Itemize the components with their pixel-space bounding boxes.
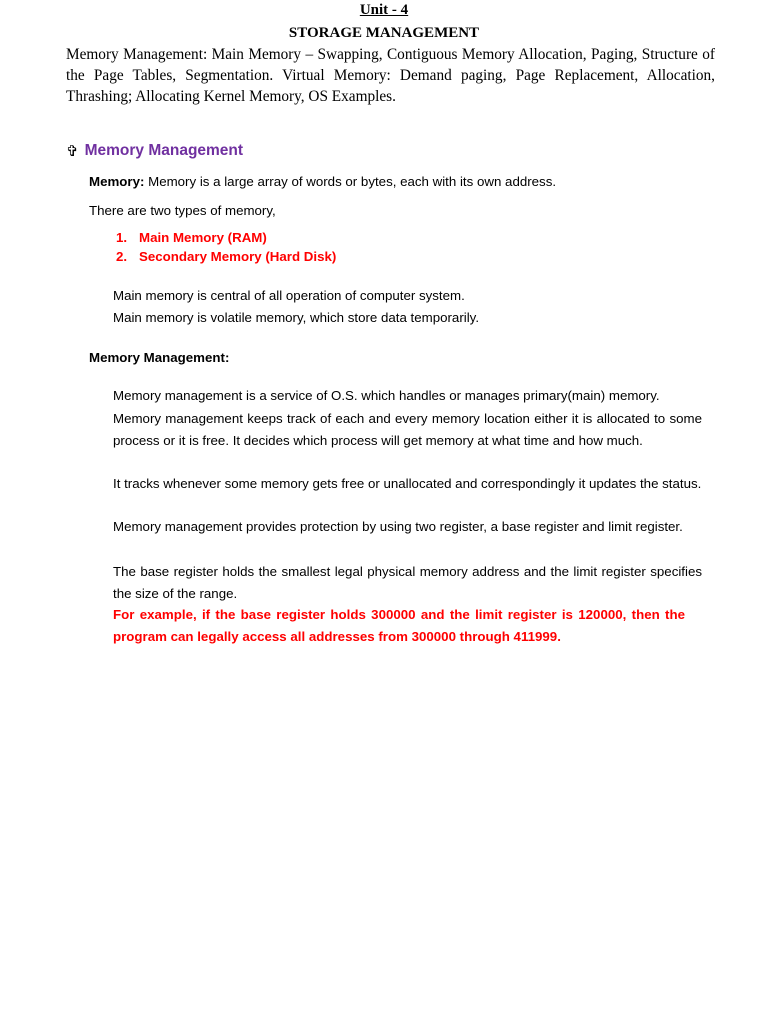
memory-types-list	[116, 228, 516, 266]
page-title: STORAGE MANAGEMENT	[288, 25, 480, 41]
main-memory-note: Main memory is volatile memory, which store data temporarily.	[113, 310, 480, 325]
paragraph: It tracks whenever some memory gets free or unallocated and correspondingly it updates the status.	[113, 476, 702, 491]
list-item-label: Main Memory (RAM)	[139, 230, 267, 245]
list-item	[116, 228, 516, 247]
list-number: 1.	[116, 230, 128, 245]
paragraph: Memory management provides protection by using two register, a base register and limit register.	[113, 519, 683, 534]
list-item-label: Secondary Memory (Hard Disk)	[139, 249, 337, 264]
list-item	[116, 247, 516, 266]
example-paragraph: For example, if the base register holds 300000 and the limit register is 120000, then the program can legally access all addresses from 300000 through 411999.	[113, 607, 685, 644]
paragraph: Memory management is a service of O.S. which handles or manages primary(main) memory.	[113, 388, 660, 403]
section-heading-text: Memory Management	[84, 142, 244, 159]
memory-definition-label: Memory:	[89, 174, 145, 189]
paragraph: Memory management keeps track of each and every memory location either it is allocated to some process or it is free. It decides which process will get memory at what time and how much.	[113, 411, 702, 448]
unit-title: Unit - 4	[359, 2, 409, 18]
subsection-heading: Memory Management:	[89, 350, 230, 365]
paragraph: The base register holds the smallest legal physical memory address and the limit register specifies the size of the range.	[113, 564, 702, 601]
main-memory-note: Main memory is central of all operation of computer system.	[113, 288, 465, 303]
list-number: 2.	[116, 249, 128, 264]
memory-definition	[89, 171, 709, 193]
section-heading	[66, 140, 243, 162]
syllabus-summary: Memory Management: Main Memory – Swapping, Contiguous Memory Allocation, Paging, Structure of the Page Tables, Segmentation. Virtual Memory: Demand paging, Page Replacement, Allocation, Thrashing; Allocating Kernel Memory, OS Examples.	[66, 46, 715, 105]
cross-bullet-icon: ✞	[66, 142, 79, 160]
types-intro: There are two types of memory,	[89, 203, 276, 218]
memory-definition-text: Memory is a large array of words or bytes, each with its own address.	[144, 174, 557, 189]
